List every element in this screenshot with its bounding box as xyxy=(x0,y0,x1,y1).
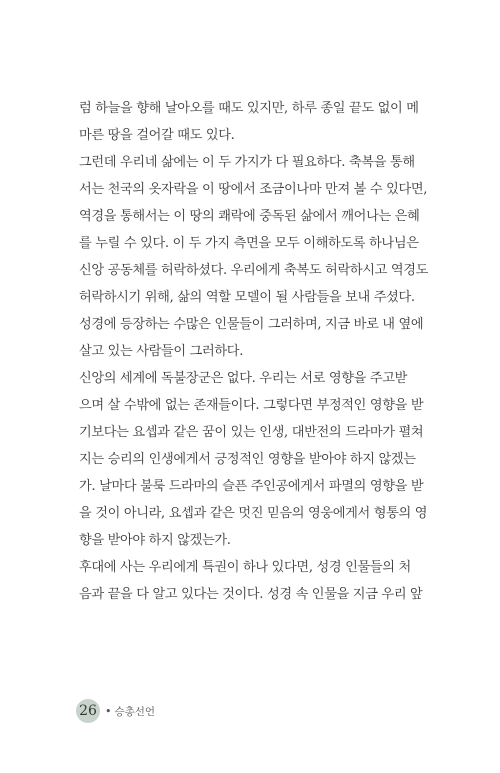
text-line: 살고 있는 사람들이 그러하다. xyxy=(79,344,244,359)
paragraph xyxy=(79,149,431,365)
text-line: 후대에 사는 우리에게 특권이 하나 있다면, 성경 인물들의 처 xyxy=(79,560,411,575)
text-line: 가. 날마다 불룩 드라마의 슬픈 주인공에게서 파멸의 영향을 받 xyxy=(79,479,424,494)
text-line: 음과 끝을 다 알고 있다는 것이다. 성경 속 인물을 지금 우리 앞 xyxy=(79,587,423,602)
text-line: 서는 천국의 옷자락을 이 땅에서 조금이나마 만져 볼 수 있다면, xyxy=(79,182,428,197)
paragraph xyxy=(79,554,431,608)
text-line: 신앙 공동체를 허락하셨다. 우리에게 축복도 허락하시고 역경도 xyxy=(79,263,429,278)
text-line: 성경에 등장하는 수많은 인물들이 그러하며, 지금 바로 내 옆에 xyxy=(79,317,424,332)
text-line: 마른 땅을 걸어갈 때도 있다. xyxy=(79,128,235,143)
page-number: 26 xyxy=(76,699,100,723)
paragraph xyxy=(79,95,431,149)
text-line: 역경을 통해서는 이 땅의 쾌락에 중독된 삶에서 깨어나는 은혜 xyxy=(79,209,420,224)
text-line: 기보다는 요셉과 같은 꿈이 있는 인생, 대반전의 드라마가 펼쳐 xyxy=(79,425,424,440)
text-line: 향을 받아야 하지 않겠는가. xyxy=(79,533,231,548)
running-title: 승총선언 xyxy=(114,705,156,718)
text-line: 신앙의 세계에 독불장군은 없다. 우리는 서로 영향을 주고받 xyxy=(79,371,408,386)
text-line: 허락하시기 위해, 삶의 역할 모델이 될 사람들을 보내 주셨다. xyxy=(79,290,415,305)
text-line: 을 것이 아니라, 요셉과 같은 멋진 믿음의 영웅에게서 형통의 영 xyxy=(79,506,428,521)
body-text xyxy=(79,95,431,608)
page-footer xyxy=(76,698,155,724)
footer-separator: • xyxy=(105,704,112,718)
text-line: 를 누릴 수 있다. 이 두 가지 측면을 모두 이해하도록 하나님은 xyxy=(79,236,419,251)
text-line: 그런데 우리네 삶에는 이 두 가지가 다 필요하다. 축복을 통해 xyxy=(79,155,415,170)
text-line: 으며 살 수밖에 없는 존재들이다. 그렇다면 부정적인 영향을 받 xyxy=(79,398,424,413)
text-line: 지는 승리의 인생에게서 긍정적인 영향을 받아야 하지 않겠는 xyxy=(79,452,416,467)
text-line: 럼 하늘을 향해 날아오를 때도 있지만, 하루 종일 끝도 없이 메 xyxy=(79,101,419,116)
paragraph xyxy=(79,365,431,554)
